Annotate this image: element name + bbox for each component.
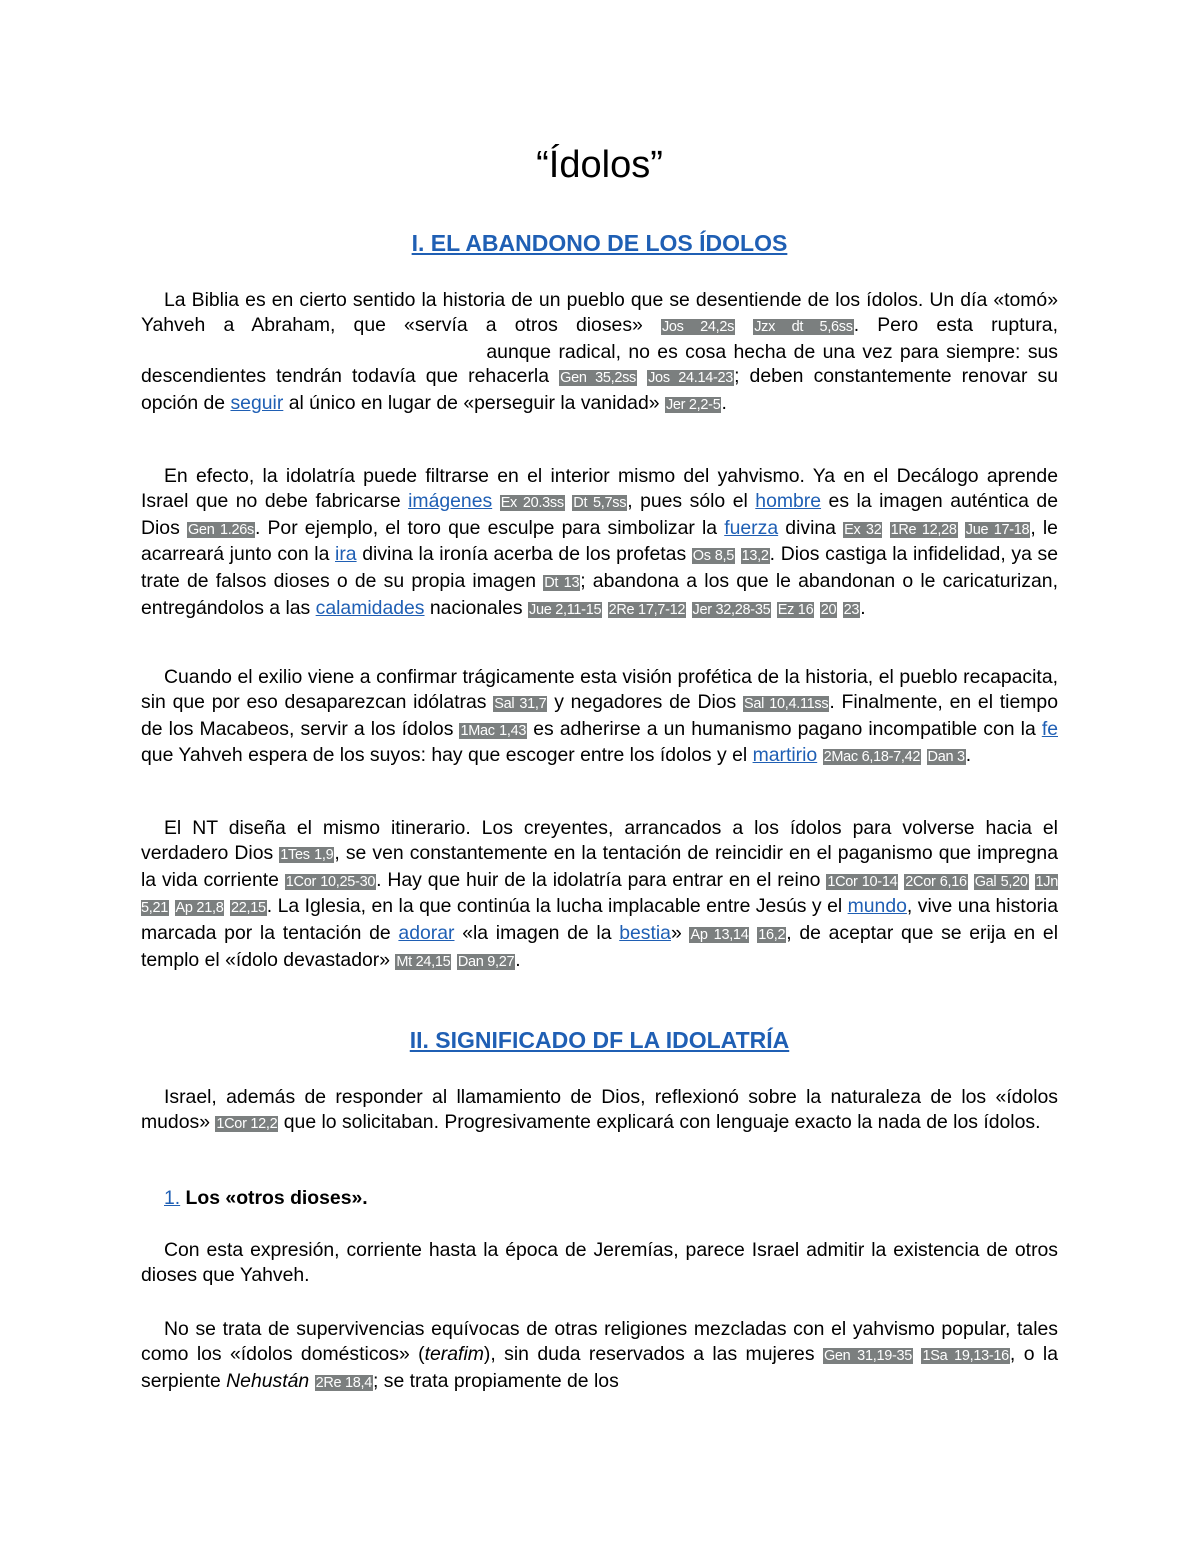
text: . Dios castiga la infidelidad, ya se trate de falsos dioses o de su propia imagen	[141, 543, 1058, 593]
text: Israel, además de responder al llamamiento de Dios, reflexionó sobre la naturaleza de los «ídolos mudos»	[141, 1086, 1058, 1133]
bible-ref[interactable]: Ez 16	[777, 601, 814, 618]
link-fe[interactable]: fe	[1041, 717, 1058, 740]
text: , le acarreará junto con la	[141, 516, 1058, 566]
text: .	[515, 948, 521, 971]
text: En efecto, la idolatría puede filtrarse en el interior mismo del yahvismo. Ya en el Decálogo aprende Israel que no debe fabricarse	[141, 465, 1058, 512]
link-mundo[interactable]: mundo	[847, 895, 907, 918]
bible-ref[interactable]: Sal 10,4.11ss	[744, 695, 829, 712]
bible-ref[interactable]: Dan 9,27	[457, 953, 515, 970]
term-nehustan: Nehustán	[226, 1369, 310, 1392]
paragraph-1	[141, 288, 1058, 418]
bible-ref[interactable]: 16,2	[758, 927, 786, 944]
bible-ref[interactable]: Dt 13	[544, 575, 580, 592]
bible-ref[interactable]: 1Cor 12,2	[216, 1115, 278, 1132]
bible-ref[interactable]: Dt 5,7ss	[573, 494, 627, 511]
bible-ref[interactable]: 1Jn 5,21	[141, 873, 1059, 917]
bible-ref[interactable]: 2Re 18,4	[315, 1374, 373, 1391]
link-bestia[interactable]: bestia	[619, 922, 671, 945]
text: . Hay que huir de la idolatría para entrar en el reino	[376, 868, 827, 891]
text: divina	[778, 516, 844, 539]
section-heading-2	[141, 1025, 1058, 1055]
bible-ref[interactable]: Gal 5,20	[974, 873, 1028, 890]
bible-ref[interactable]: 20	[820, 601, 837, 618]
bible-ref[interactable]: Os 8,5	[692, 548, 734, 565]
text: y negadores de Dios	[547, 690, 744, 713]
text: ; se trata propiamente de los	[373, 1369, 619, 1392]
bible-ref[interactable]: Mt 24,15	[396, 953, 451, 970]
section-heading-1	[141, 228, 1058, 258]
link-ira[interactable]: ira	[335, 543, 357, 566]
page-title: “Ídolos”	[536, 144, 663, 186]
bible-ref[interactable]: Sal 31,7	[494, 695, 547, 712]
link-hombre[interactable]: hombre	[755, 489, 822, 512]
text: ), sin duda reservados a las mujeres	[483, 1342, 823, 1365]
text: .	[860, 596, 866, 619]
text: El NT diseña el mismo itinerario. Los creyentes, arrancados a los ídolos para volverse hacia el verdadero Dios	[141, 817, 1058, 864]
bible-ref[interactable]: 1Re 12,28	[890, 521, 957, 538]
link-martirio[interactable]: martirio	[752, 744, 818, 767]
bible-ref[interactable]: Gen 31,19-35	[823, 1347, 913, 1364]
paragraph-6	[141, 1238, 1058, 1288]
text: No se trata de supervivencias equívocas de otras religiones mezcladas con el yahvismo popular, tales como los «ídolos domésticos» (	[141, 1318, 1058, 1365]
bible-ref[interactable]: 2Cor 6,16	[905, 873, 967, 890]
link-calamidades[interactable]: calamidades	[315, 596, 425, 619]
paragraph-4	[141, 816, 1058, 975]
text: , se ven constantemente en la tentación de reincidir en el paganismo que impregna la vida corriente	[141, 841, 1058, 891]
text: . Por ejemplo, el toro que esculpe para simbolizar la	[254, 516, 725, 539]
text	[309, 1370, 314, 1392]
text: Con esta expresión, corriente hasta la época de Jeremías, parece Israel admitir la existencia de otros dioses que Yahveh.	[141, 1239, 1058, 1286]
text: , o la serpiente	[141, 1342, 1058, 1392]
paragraph-5	[141, 1085, 1058, 1137]
paragraph-7	[141, 1317, 1058, 1395]
text: es adherirse a un humanismo pagano incompatible con la	[527, 717, 1042, 740]
text: que Yahveh espera de los suyos: hay que escoger entre los ídolos y el	[141, 744, 753, 767]
link-seguir[interactable]: seguir	[230, 392, 284, 415]
text: .	[965, 744, 972, 767]
bible-ref[interactable]: Ap 21,8	[175, 900, 224, 917]
text: . La Iglesia, en la que continúa la lucha implacable entre Jesús y el	[266, 895, 848, 918]
link-fuerza[interactable]: fuerza	[724, 516, 779, 539]
text: es la imagen auténtica de Dios	[141, 489, 1058, 539]
bible-ref[interactable]: Ap 13,14	[690, 927, 749, 944]
text: , de aceptar que se erija en el templo el «ídolo devastador»	[141, 922, 1059, 971]
bible-ref[interactable]: Jos 24.14-23	[648, 370, 734, 387]
bible-ref[interactable]: 23	[843, 601, 860, 618]
text: , pues sólo el	[627, 489, 756, 512]
bible-ref[interactable]: Ex 32	[844, 521, 882, 538]
text: aunque radical, no es cosa hecha de una vez para siempre: sus descendientes tendrán todavía que rehacerla	[141, 340, 1058, 388]
bible-ref[interactable]: Jue 2,11-15	[529, 601, 602, 618]
text: Cuando el exilio viene a confirmar trágicamente esta visión profética de la historia, el pueblo recapacita, sin que por eso desaparezcan idólatras	[141, 666, 1058, 713]
text: ; deben constantemente renovar su opción de	[141, 365, 1058, 415]
bible-ref[interactable]: Gen 1.26s	[187, 521, 254, 538]
text: . Finalmente, en el tiempo de los Macabeos, servir a los ídolos	[141, 690, 1058, 740]
text: nacionales	[424, 596, 529, 619]
section-heading-2-link[interactable]: II. SIGNIFICADO DF LA IDOLATRÍA	[409, 1027, 790, 1053]
text: , vive una historia marcada por la tentación de	[141, 895, 1059, 945]
term-terafim: terafim	[424, 1342, 484, 1365]
paragraph-3	[141, 665, 1058, 770]
subsection-label: Los «otros dioses».	[180, 1187, 368, 1209]
subsection-number-link[interactable]: 1.	[164, 1187, 181, 1209]
bible-ref[interactable]: Jer 2,2-5	[665, 397, 721, 414]
section-heading-1-link[interactable]: I. EL ABANDONO DE LOS ÍDOLOS	[411, 230, 788, 256]
text: al único en lugar de «perseguir la vanidad»	[283, 392, 665, 415]
text: »	[670, 922, 690, 945]
link-imagenes[interactable]: imágenes	[408, 489, 493, 512]
bible-ref[interactable]: 1Cor 10,25-30	[285, 873, 376, 890]
text: .	[721, 392, 727, 415]
bible-ref[interactable]: 1Mac 1,43	[460, 722, 527, 739]
bible-ref[interactable]: Dan 3	[927, 749, 965, 766]
text: divina la ironía acerba de los profetas	[356, 543, 692, 566]
bible-ref[interactable]: Jos 24,2s	[661, 318, 735, 335]
paragraph-2	[141, 464, 1058, 623]
bible-ref[interactable]: 1Cor 10-14	[827, 873, 898, 890]
bible-ref[interactable]: Jue 17-18	[965, 521, 1030, 538]
bible-ref[interactable]: 22,15	[230, 900, 266, 917]
bible-ref[interactable]: 13,2	[741, 548, 769, 565]
bible-ref[interactable]: 2Re 17,7-12	[608, 601, 686, 618]
text: . Pero esta ruptura,	[853, 313, 1058, 336]
bible-ref[interactable]: 1Sa 19,13-16	[922, 1347, 1009, 1364]
link-adorar[interactable]: adorar	[398, 922, 455, 945]
text: que lo solicitaban. Progresivamente explicará con lenguaje exacto la nada de los ídolos.	[278, 1110, 1041, 1133]
text: ; abandona a los que le abandonan o le caricaturizan, entregándolos a las	[141, 570, 1058, 619]
bible-ref[interactable]: Jzx dt 5,6ss	[754, 318, 853, 335]
bible-ref[interactable]: Ex 20.3ss	[500, 494, 564, 511]
bible-ref[interactable]: Gen 35,2ss	[560, 370, 636, 387]
text: «la imagen de la	[454, 922, 620, 945]
text: La Biblia es en cierto sentido la historia de un pueblo que se desentiende de los ídolos. Un día «tomó» Yahveh a Abraham, que «servía a otros dioses»	[141, 289, 1058, 336]
bible-ref[interactable]: 1Tes 1,9	[280, 846, 334, 863]
text	[817, 744, 822, 766]
subsection-heading	[141, 1185, 1058, 1211]
bible-ref[interactable]: Jer 32,28-35	[692, 601, 771, 618]
bible-ref[interactable]: 2Mac 6,18-7,42	[823, 749, 921, 766]
